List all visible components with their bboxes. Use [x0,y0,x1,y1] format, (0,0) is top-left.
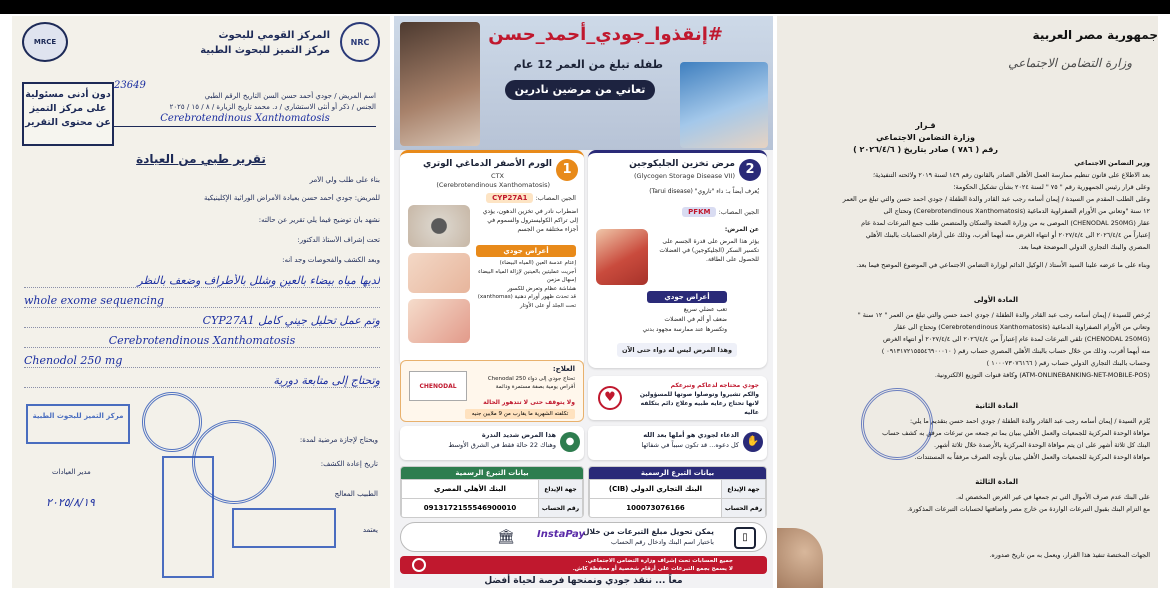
prayer-box [588,426,767,460]
account-heading: بيانات التبرع الرسمية [401,467,583,479]
symptom-item: قد تحدث ظهور أورام دهنية (xanthomas) تحت الجلد أو على الأوتار [477,294,576,309]
gene-row: الجين المصاب: CYP27A1 [486,193,576,203]
decree-line: على البنك عدم صرف الأموال التي تم جمعها في غير الغرض المخصص له. [955,493,1150,501]
decree-line: يُرخص للسيدة / إيمان أسامه رجب عبد القادر والدة الطفلة / جودي احمد حسن والتي تبلغ من العمر " ١٢ سنة " [857,311,1150,319]
account-number[interactable]: 100073076166 [590,499,722,518]
support-appeal-text: جودي محتاجه لدعاكم وتبرعكم والكم تشيروا وتوصلوا صوتها للمسؤولين لانها تحتاج رعايه طبيه وعلاج دائم بتكلفه عاليه [639,382,759,416]
notice-line: لا يسمح بجمع التبرعات على أرقام شخصية أو محفظة كاش. [572,566,733,572]
finding-intro: نشهد بأن توضيح فيما يلي تقرير عن حالته: [258,216,380,224]
symptom-item: ضعف أو ألم في العضلات [664,316,727,323]
hero-age-subtitle: طفله تبلغ من العمر 12 عام [513,58,663,71]
notice-line: جميع الحسابات تحت إشراف وزارة التضامن الاجتماعي. [585,558,733,564]
treatment-heading: العلاج: [552,365,575,373]
decree-line: (CHENODAL 250MG) تلقي التبرعات لمدة عام إعتباراً من ٢٠٢٦/٤/٤ الى ٢٠٢٧/٤/٤ أو انتهاء الغرض [882,335,1150,343]
disease-latin-name: (Glycogen Storage Disease VII) [633,172,735,180]
disease-latin-name: (Cerebrotendinous Xanthomatosis) [436,181,550,189]
handwritten-date: ٢٠٢٥/٨/١٩ [46,496,95,509]
prohibited-icon [412,558,426,572]
decree-line: موافاة الوحدة المركزية للجمعيات والعمل الأهلي ببيان بأوجه الصرف مرفقاً به المستندات. [914,453,1150,461]
instapay-banner [400,522,767,552]
account-col-label: رقم الحساب [722,499,766,518]
disease-abbr: CTX [491,172,504,180]
praying-hands-icon: ✋ [743,432,763,452]
disease-number-badge: 1 [556,159,578,181]
bank-building-icon: 🏛 [497,529,515,545]
report-title: تقرير طبي من العيادة [136,152,266,166]
account-col-label: رقم الحساب [539,499,583,518]
symptoms-heading: أعراض جودي [647,291,727,303]
account-col-label: جهة الإيداع [539,480,583,499]
doctor-label: الطبيب المعالج [334,490,378,498]
decree-line: البنك كل ثلاثة أشهر على ان يتم موافاة الوحدة المركزية بالأرصدة خلال ثلاثة أشهر. [933,441,1150,449]
instapay-line: باختيار اسم البنك وادخال رقم الحساب [611,538,714,546]
disease-title: مرض تخزين الجليكوجين [629,159,735,169]
handwritten-line: وتم عمل تحليل جيني كامل CYP27A1 [24,314,380,328]
gene-row: الجين المصاب: PFKM [682,207,759,217]
prayer-line: الدعاء لجودي هو أملها بعد الله [643,431,739,439]
treatment-cost: تكلفته الشهرية ما يقارب من 9 ملايين جنيه [465,409,575,419]
chenodal-drug-box: CHENODAL [409,371,467,401]
patient-fields: 23649 اسم المريض / جودي أحمد حسن السن التاريخ الرقم الطبي الجنس / ذكر أو أنثى الاستشاري / د. محمد تاريخ الزيارة / ٨ / ١٥ / ٢٠٢٥ Cerebrotendinous Xanthomatosis [114,80,376,127]
bank-name: البنك الأهلي المصري [402,480,539,499]
medical-report-document [12,16,390,588]
hero-banner [394,16,773,150]
about-label: عن المرض: [724,226,759,233]
exam-label: وبعد الكشف والفحوصات وجد أنه: [282,256,380,264]
vacation-label: ويحتاج لإجازة مرضية لمدة: [299,436,378,444]
gene-badge: PFKM [682,207,716,217]
decree-line: وزير التضامن الاجتماعي [1074,159,1150,167]
gene-badge: CYP27A1 [486,193,533,203]
girl-phone-photo [400,22,480,146]
account-table [401,479,583,518]
symptoms-list [617,305,727,335]
handwritten-line: وتحتاج إلى متابعة دورية [24,374,380,388]
donation-account-cib [588,466,767,518]
symptom-item: أجريت عمليتين بالعينين لإزالة المياه البيضاء [478,268,576,275]
decree-line: موافاة الوحدة المركزية للجمعيات والعمل الأهلي ببيان بما تم جمعه من تبرعات مرفق به كشف حساب [882,429,1150,437]
account-heading: بيانات التبرع الرسمية [589,467,766,479]
no-cure-note: وهذا المرض ليس له دواء حتى الآن [617,343,737,357]
handwritten-line: whole exome sequencing [24,294,380,308]
instapay-line: يمكن تحويل مبلغ التبرعات من خلال [583,527,714,536]
account-col-label: جهة الإيداع [722,480,766,499]
handwritten-line: Cerebrotendinous Xanthomatosis [24,334,380,348]
eye-cataract-illustration [408,205,470,247]
disclaimer-box: دون أدنى مسئولية على مركز التميز عن محتوى التقرير [22,82,114,146]
symptoms-heading: أعراض جودي [476,245,576,257]
decree-line: وعلى الطلب المقدم من السيدة / إيمان أسامه رجب عبد القادر والدة الطفلة / جودي احمد حسن والتي تبلغ من العمر [842,195,1150,203]
heart-hand-icon: ♥ [598,386,622,410]
handwritten-line: Chenodol 250 mg [24,354,380,368]
campaign-infographic [394,16,773,588]
decree-title: قـرار وزارة التضامن الاجتماعي رقم ( ٧٨٦ ) صادر بتاريخ ( ٢٠٢٦/٤/٦ ) [853,121,998,154]
request-line: بناء على طلب ولي الأمر [309,176,380,184]
official-notice-bar [400,556,767,574]
decree-line: يُلزم السيدة / إيمان أسامه رجب عبد القادر والدة الطفلة / جودي احمد حسن بتقديم ما يلي: [909,417,1150,425]
decree-line: المصري والبنك التجاري الدولي الموضحة فيما بعد. [1018,243,1150,251]
account-number[interactable]: 0913172155546900010 [402,499,539,518]
child-oxygen-mask-photo [680,62,768,148]
foot-tendon-illustration [408,299,470,343]
decree-line: (ATM-ONLINEBANKING-NET-MOBILE-POS) وكافة قنوات التوزيع الالكترونية. [934,371,1150,379]
ministry-seal-icon [861,388,933,460]
decree-line: إعتباراً من ٢٠٢٦/٤/٤ الى ٢٠٢٧/٤/٤ أو انتهاء الغرض منه أيهما أقرب، وذلك على أرقام الحسابات بالبنك الأهلي [865,231,1150,239]
treatment-text: تحتاج جودي إلى دواء Chenodal 250 أقراص يومية بصفة مستمرة ودائمة [487,376,575,390]
decree-line: عقار (CHENODAL 250MG) الموصى به من وزارة الصحة والسكان والمتضمن طلب جمع التبرعات لمدة عام [861,219,1150,227]
disease-card-gsd [588,150,767,368]
symptom-item: تعب عضلي سريع [683,306,727,313]
rarity-line: وهناك 22 حالة فقط في الشرق الأوسط [448,441,556,449]
symptom-item: إسهال مزمن [546,277,576,283]
decree-line: الجهات المختصة تنفيذ هذا القرار، ويعمل به من تاريخ صدوره. [989,551,1150,559]
recheck-label: تاريخ إعادة الكشف: [320,460,378,468]
treatment-warning: ولا يتوقف حتى لا تتدهور الحالة [483,399,575,406]
decree-line: منه أيهما أقرب، وذلك من خلال حساب بالبنك الأهلي المصري حساب رقم ( ٠٩١٣١٧٢١٥٥٥٤٦٩٠٠٠١٠ ) [881,347,1150,355]
vertical-stamp [162,456,214,578]
article-heading: المادة الثالثة [975,478,1018,486]
thumb-photo [777,528,823,588]
symptom-item: إعتام عدسة العين (المياه البيضاء) [499,260,576,266]
nrc-logo-icon: NRC [340,22,380,62]
account-table [589,479,766,518]
decree-line: وبناء على ما عرضه علينا السيد الأستاذ / الوكيل الدائم لوزارة التضامن الاجتماعي في الموضوع الموضح فيما بعد. [856,261,1150,269]
mrce-logo-icon: MRCE [22,22,68,62]
support-appeal-box [588,376,767,420]
people-group-icon: ● [560,432,580,452]
decree-line: ١٢ سنة "وتعاني من الأورام الصفراوية الدماغية (Cerebrotendinous Xanthomatosis) وتحتاج الى [883,207,1150,215]
consultant-note: تحت إشراف الأستاذ الدكتور: [297,236,380,244]
symptom-item: وتكسرها عند ممارسة مجهود بدني [642,326,727,333]
donation-account-nbe [400,466,584,518]
handwritten-line: لديها مياه بيضاء بالعين وشلل بالأطراف وضعف بالنظر [24,274,380,288]
disease-description: يؤثر هذا المرض على قدرة الجسم على تكسير السكر (الجليكوجين) في العضلات للحصول على الطاقة. [659,238,759,263]
hero-hashtag-title: #إنقذوا_جودي_أحمد_حسن [488,24,723,45]
decree-line: وحساب بالبنك التجاري الدولي حساب رقم ( ١٠٠٠٧٣٠٧٦١٦٦ ) [986,359,1150,367]
ministry-decree-document [777,16,1158,588]
disease-also-known: يُعرف أيضاً بـ: داء "تاروي" (Tarui disease) [649,188,759,195]
arm-muscle-illustration [596,229,648,285]
decree-line: مع التزام البنك بقبول التبرعات الواردة من خارج مصر واضافتها لحسابات التبرعات المذكورة. [907,505,1150,513]
ministry-logo: وزارة التضامن الاجتماعي [1008,56,1132,70]
disease-number-badge: 2 [739,159,761,181]
xanthoma-knee-illustration [408,253,470,293]
republic-header: جمهورية مصر العربية [1032,28,1158,42]
official-seal-icon [142,392,202,452]
bank-name: البنك التجاري الدولي (CIB) [590,480,722,499]
instapay-logo: InstaPay [537,529,585,540]
rarity-line: هذا المرض شديد الندرة [481,431,556,439]
rarity-box [400,426,584,460]
campaign-slogan: معاً ... ننقذ جودي ونمنحها فرصة لحياة أفضل [484,576,683,586]
article-heading: المادة الأولى [973,296,1018,304]
director-label: مدير العيادات [52,468,91,476]
hero-rare-diseases-pill: تعاني من مرضين نادرين [505,80,655,100]
disease-card-ctx [400,150,584,368]
disease-description: اضطراب نادر في تخزين الدهون، يؤدي إلى تراكم الكوليسترول والسموم في أجزاء مختلفة من الجسم [482,208,578,233]
approve-label: يعتمد [362,526,378,534]
patient-line: للمريض: جودي أحمد حسن بعيادة الأمراض الوراثية الإكلينيكية [203,194,380,202]
symptoms-list [472,259,576,310]
phone-payment-icon: ▯ [734,527,756,549]
disease-title: الورم الأصفر الدماغي الوتري [422,159,552,169]
doctor-stamp [232,508,336,548]
report-org-name: المركز القومي للبحوث مركز التميز للبحوث الطبية [200,30,330,56]
article-heading: المادة الثانية [975,402,1018,410]
top-black-bar [0,0,1170,14]
decree-line: بعد الاطلاع على قانون تنظيم ممارسة العمل الأهلي الصادر بالقانون رقم ١٤٩ لسنة ٢٠١٩ ولائحته التنفيذية؛ [872,171,1150,179]
prayer-line: كل دعوه... قد تكون سبباً في شفائها [641,441,739,449]
treatment-box [400,360,584,422]
symptom-item: هشاشة عظام وتعرض للكسور [507,285,576,292]
clinic-stamp: مركز التميز للبحوث الطبية [26,404,130,444]
decree-line: وعلى قرار رئيس الجمهورية رقم " ٧٥ " لسنة ٢٠٢٤ بشأن تشكيل الحكومة؛ [953,183,1150,191]
decree-line: وتعاني من الأورام الصفراوية الدماغية (Cerebrotendinous Xanthomatosis) وتحتاج الى عقار [894,323,1150,331]
